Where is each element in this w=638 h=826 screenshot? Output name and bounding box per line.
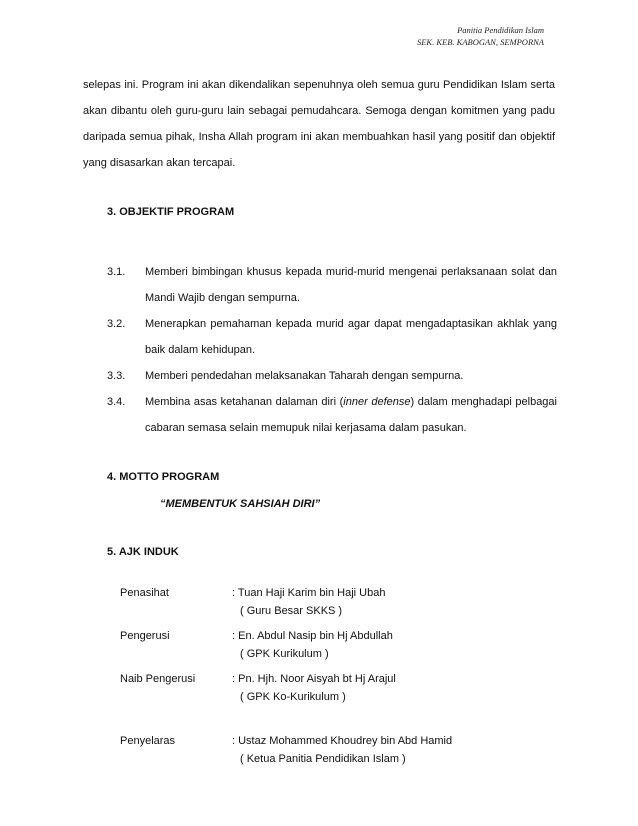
section-heading-motto: 4. MOTTO PROGRAM	[107, 471, 220, 483]
committee-title: ( Guru Besar SKKS )	[240, 605, 343, 617]
objective-text: Memberi pendedahan melaksanakan Taharah dengan sempurna.	[145, 370, 464, 382]
committee-role: Penyelaras	[120, 735, 176, 747]
committee-role: Naib Pengerusi	[120, 673, 196, 685]
committee-title: ( GPK Ko-Kurikulum )	[240, 691, 346, 703]
committee-list	[120, 584, 540, 768]
objective-item	[107, 363, 557, 389]
objectives-list	[107, 259, 557, 441]
objective-item	[107, 311, 557, 363]
header-line-1: Panitia Pendidikan Islam	[457, 25, 544, 35]
committee-row	[120, 584, 540, 602]
intro-paragraph: selepas ini. Program ini akan dikendalikan sepenuhnya oleh semua guru Pendidikan Islam serta akan dibantu oleh guru-guru lain sebagai pemudahcara. Semoga dengan komitmen yang padu daripada semua pihak, Insha Allah program ini akan membuahkan hasil yang positif dan objektif yang disasarkan akan tercapai.	[83, 79, 555, 169]
committee-role: Penasihat	[120, 587, 169, 599]
committee-title-row	[120, 750, 540, 768]
committee-row	[120, 627, 540, 645]
committee-name: : Pn. Hjh. Noor Aisyah bt Hj Arajul	[232, 673, 396, 685]
committee-name: : Tuan Haji Karim bin Haji Ubah	[232, 587, 386, 599]
objective-number: 3.4.	[107, 396, 126, 408]
objective-number: 3.1.	[107, 266, 126, 278]
committee-name: : Ustaz Mohammed Khoudrey bin Abd Hamid	[232, 735, 453, 747]
objective-text: Memberi bimbingan khusus kepada murid-murid mengenai perlaksanaan solat dan Mandi Wajib dengan sempurna.	[145, 266, 557, 304]
committee-row	[120, 732, 540, 750]
header-line-2: SEK. KEB. KABOGAN, SEMPORNA	[416, 37, 544, 47]
section-heading-ajk: 5. AJK INDUK	[107, 546, 179, 558]
motto-text: “MEMBENTUK SAHSIAH DIRI”	[160, 498, 321, 510]
committee-row	[120, 670, 540, 688]
page-header	[417, 24, 544, 48]
objective-text-part-a: Membina asas ketahanan dalaman diri (	[145, 396, 344, 408]
committee-title: ( GPK Kurikulum )	[240, 648, 329, 660]
committee-title-row	[120, 645, 540, 663]
objective-text-emphasis: inner defense	[343, 396, 411, 408]
committee-name: : En. Abdul Nasip bin Hj Abdullah	[232, 630, 393, 642]
objective-text	[145, 389, 557, 441]
objective-item	[107, 259, 557, 311]
objective-text-part-b: ) dalam menghadapi pelbagai cabaran semasa selain memupuk nilai kerjasama dalam pasukan.	[145, 396, 557, 434]
section-heading-objektif: 3. OBJEKTIF PROGRAM	[107, 206, 235, 218]
committee-title: ( Ketua Panitia Pendidikan Islam )	[240, 753, 406, 765]
objective-text: Menerapkan pemahaman kepada murid agar dapat mengadaptasikan akhlak yang baik dalam kehidupan.	[145, 318, 557, 356]
objective-number: 3.3.	[107, 370, 126, 382]
committee-role: Pengerusi	[120, 630, 170, 642]
committee-title-row	[120, 602, 540, 620]
committee-title-row	[120, 688, 540, 706]
objective-number: 3.2.	[107, 318, 126, 330]
objective-item	[107, 389, 557, 441]
